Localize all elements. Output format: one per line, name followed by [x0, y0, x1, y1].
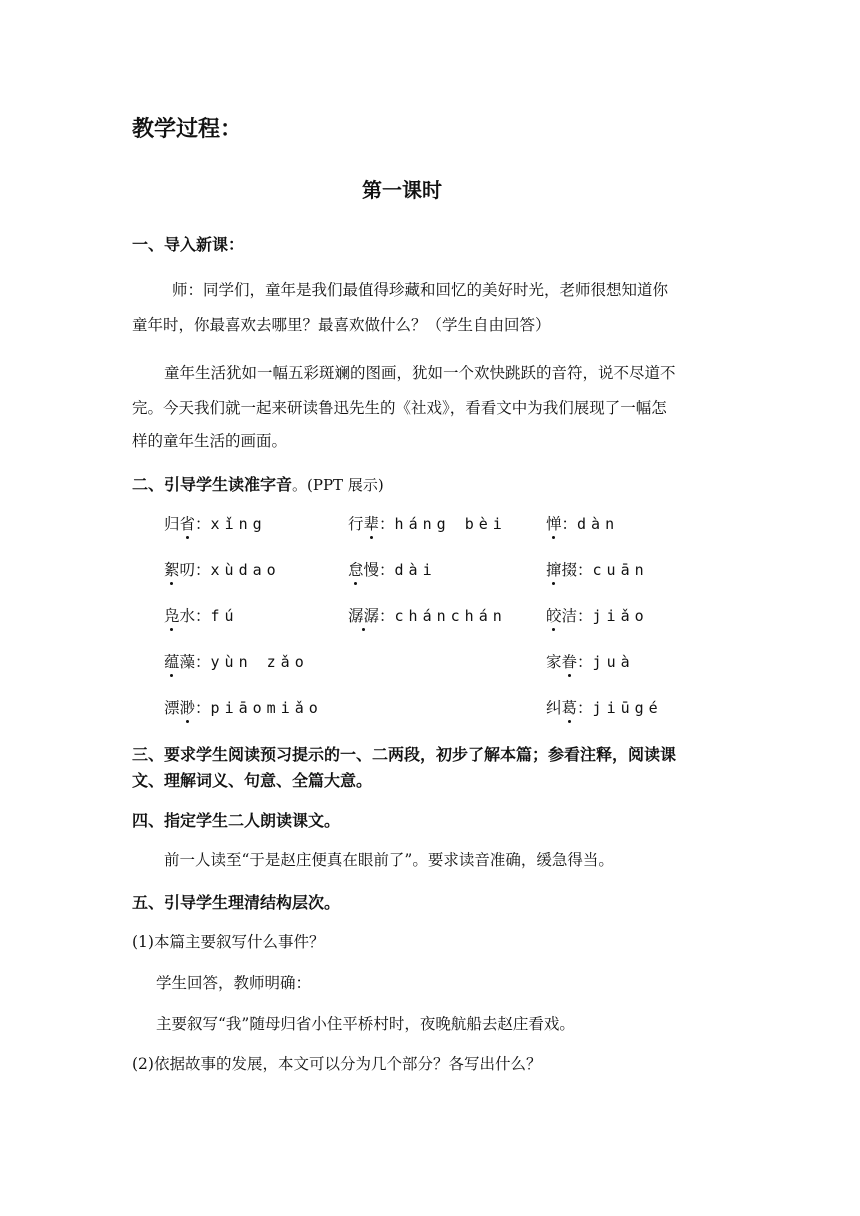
dotted-char: 凫	[164, 604, 180, 626]
pinyin: dài	[394, 561, 437, 579]
question-1: (1)本篇主要叙写什么事件？	[132, 933, 325, 951]
section-1-heading: 一、导入新课：	[132, 235, 245, 254]
pinyin: cuān	[592, 561, 649, 579]
section-4-paragraph: 前一人读至“于是赵庄便真在眼前了”。要求读音准确，缓急得当。	[164, 851, 614, 869]
vocab-item: 絮叨：xùdao	[164, 558, 281, 580]
pinyin: fú	[210, 607, 239, 625]
vocab-item: 纠葛：jiūgé	[546, 696, 663, 718]
question-2: (2)依据故事的发展，本文可以分为几个部分？各写出什么？	[132, 1055, 542, 1073]
dotted-char: 絮	[164, 558, 180, 580]
lesson-title: 第一课时	[362, 178, 442, 202]
vocab-item: 归省：xǐng	[164, 512, 267, 534]
dotted-char: 潺潺	[348, 604, 379, 626]
section-2-note: 。(PPT 展示)	[292, 476, 384, 494]
question-1-answer-intro: 学生回答，教师明确：	[156, 974, 312, 992]
dotted-char: 惮	[546, 512, 562, 534]
page-heading: 教学过程：	[132, 117, 243, 142]
dotted-char: 辈	[364, 512, 380, 534]
vocab-item: 凫水：fú	[164, 604, 239, 626]
dotted-char: 怠	[348, 558, 364, 580]
dotted-char: 眷	[562, 650, 578, 672]
question-1-answer: 主要叙写“我”随母归省小住平桥村时，夜晚航船去赵庄看戏。	[156, 1015, 575, 1033]
dotted-char: 皎	[546, 604, 562, 626]
section-3-heading-line-1: 三、要求学生阅读预习提示的一、二两段，初步了解本篇；参看注释，阅读课	[132, 745, 677, 764]
pinyin: yùn zǎo	[210, 653, 309, 671]
dotted-char: 省	[180, 512, 196, 534]
pinyin: dàn	[577, 515, 620, 533]
section-5-heading: 五、引导学生理清结构层次。	[132, 893, 341, 912]
pinyin: jiǎo	[592, 607, 649, 625]
vocab-item: 潺潺：chánchán	[348, 604, 507, 626]
section-2-title: 二、引导学生读准字音	[132, 475, 293, 494]
pinyin: xǐng	[210, 515, 267, 533]
vocab-item: 行辈：háng bèi	[348, 512, 507, 534]
dotted-char: 撺	[546, 558, 562, 580]
vocab-item: 漂渺：piāomiǎo	[164, 696, 323, 718]
vocab-item: 怠慢：dài	[348, 558, 437, 580]
section-1-para-2-line-1: 童年生活犹如一幅五彩斑斓的图画，犹如一个欢快跳跃的音符，说不尽道不	[164, 364, 676, 382]
section-4-heading: 四、指定学生二人朗读课文。	[132, 811, 341, 830]
vocab-item: 家眷：juà	[546, 650, 635, 672]
pinyin: chánchán	[394, 607, 507, 625]
section-2-heading	[132, 472, 384, 495]
pinyin: xùdao	[210, 561, 281, 579]
vocab-item: 蕴藻：yùn zǎo	[164, 650, 309, 672]
vocab-item: 惮：dàn	[546, 512, 619, 534]
section-1-para-2-line-2: 完。今天我们就一起来研读鲁迅先生的《社戏》，看看文中为我们展现了一幅怎	[132, 399, 667, 417]
section-1-para-1-line-2: 童年时，你最喜欢去哪里？最喜欢做什么？（学生自由回答）	[132, 316, 551, 334]
vocab-item: 皎洁：jiǎo	[546, 604, 649, 626]
pinyin: juà	[592, 653, 635, 671]
pinyin: jiūgé	[592, 699, 663, 717]
pinyin: piāomiǎo	[210, 699, 323, 717]
section-1-para-1-line-1: 师：同学们，童年是我们最值得珍藏和回忆的美好时光，老师很想知道你	[172, 281, 669, 299]
dotted-char: 葛	[562, 696, 578, 718]
dotted-char: 渺	[180, 696, 196, 718]
dotted-char: 蕴	[164, 650, 180, 672]
vocab-item: 撺掇：cuān	[546, 558, 649, 580]
pinyin: háng bèi	[394, 515, 507, 533]
section-1-para-2-line-3: 样的童年生活的画面。	[132, 432, 288, 450]
section-3-heading-line-2: 文、理解词义、句意、全篇大意。	[132, 771, 373, 790]
